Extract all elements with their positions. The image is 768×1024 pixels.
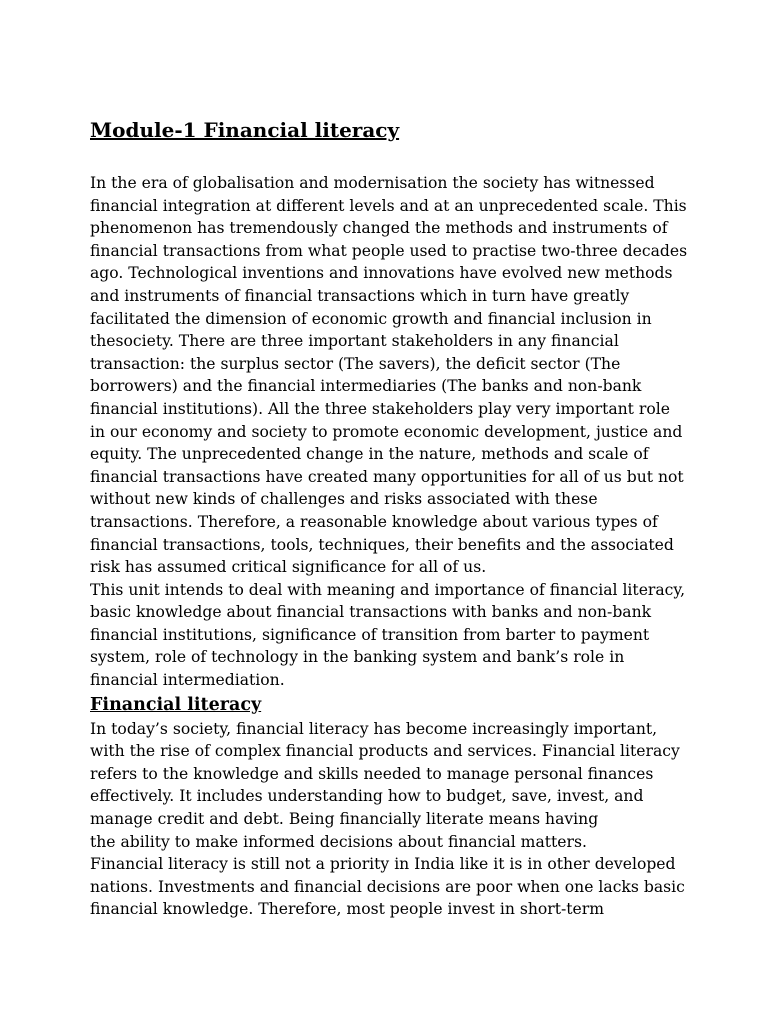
text-line: nations. Investments and financial decisions are poor when one lacks basic xyxy=(90,877,685,896)
section-paragraph xyxy=(90,718,720,854)
text-line: with the rise of complex financial products and services. Financial literacy xyxy=(90,742,680,761)
text-line: financial institutions, significance of transition from barter to payment xyxy=(90,625,650,644)
text-line: phenomenon has tremendously changed the methods and instruments of xyxy=(90,219,668,238)
text-line: financial transactions have created many opportunities for all of us but not xyxy=(90,467,684,486)
text-line: financial transactions from what people used to practise two-three decades xyxy=(90,241,688,260)
text-line: borrowers) and the financial intermediaries (The banks and non-bank xyxy=(90,377,642,396)
text-line: financial integration at different levels and at an unprecedented scale. This xyxy=(90,196,687,215)
text-line: Financial literacy is still not a priority in India like it is in other developed xyxy=(90,855,676,874)
text-line: transaction: the surplus sector (The savers), the deficit sector (The xyxy=(90,354,621,373)
text-line: financial transactions, tools, techniques, their benefits and the associated xyxy=(90,535,674,554)
page-title: Module-1 Financial literacy xyxy=(90,118,400,142)
text-line: transactions. Therefore, a reasonable knowledge about various types of xyxy=(90,512,658,531)
text-line: financial intermediation. xyxy=(90,671,285,690)
text-line: equity. The unprecedented change in the nature, methods and scale of xyxy=(90,445,649,464)
text-line: effectively. It includes understanding how to budget, save, invest, and xyxy=(90,787,644,806)
text-line: financial institutions). All the three stakeholders play very important role xyxy=(90,399,670,418)
text-line: thesociety. There are three important stakeholders in any financial xyxy=(90,332,619,351)
text-line: This unit intends to deal with meaning and importance of financial literacy, xyxy=(90,580,686,599)
text-line: ago. Technological inventions and innovations have evolved new methods xyxy=(90,264,673,283)
text-line: basic knowledge about financial transactions with banks and non-bank xyxy=(90,603,652,622)
text-line: financial knowledge. Therefore, most people invest in short-term xyxy=(90,900,604,919)
text-line: in our economy and society to promote economic development, justice and xyxy=(90,422,683,441)
text-line: system, role of technology in the banking system and bank’s role in xyxy=(90,648,625,667)
section-heading: Financial literacy xyxy=(90,694,262,715)
text-line: In the era of globalisation and modernisation the society has witnessed xyxy=(90,174,655,192)
text-line: In today’s society, financial literacy has become increasingly important, xyxy=(90,719,658,738)
text-line: the ability to make informed decisions about financial matters. xyxy=(90,832,587,851)
text-line: and instruments of financial transactions which in turn have greatly xyxy=(90,286,630,305)
text-line: refers to the knowledge and skills needed to manage personal finances xyxy=(90,764,654,783)
text-line: manage credit and debt. Being financially literate means having xyxy=(90,810,599,829)
text-line: facilitated the dimension of economic growth and financial inclusion in xyxy=(90,309,652,328)
text-line: without new kinds of challenges and risks associated with these xyxy=(90,490,598,509)
text-line: risk has assumed critical significance for all of us. xyxy=(90,558,487,577)
section-paragraph xyxy=(90,853,720,921)
document-page xyxy=(90,115,720,921)
intro-paragraph xyxy=(90,172,720,579)
unit-paragraph xyxy=(90,579,720,692)
